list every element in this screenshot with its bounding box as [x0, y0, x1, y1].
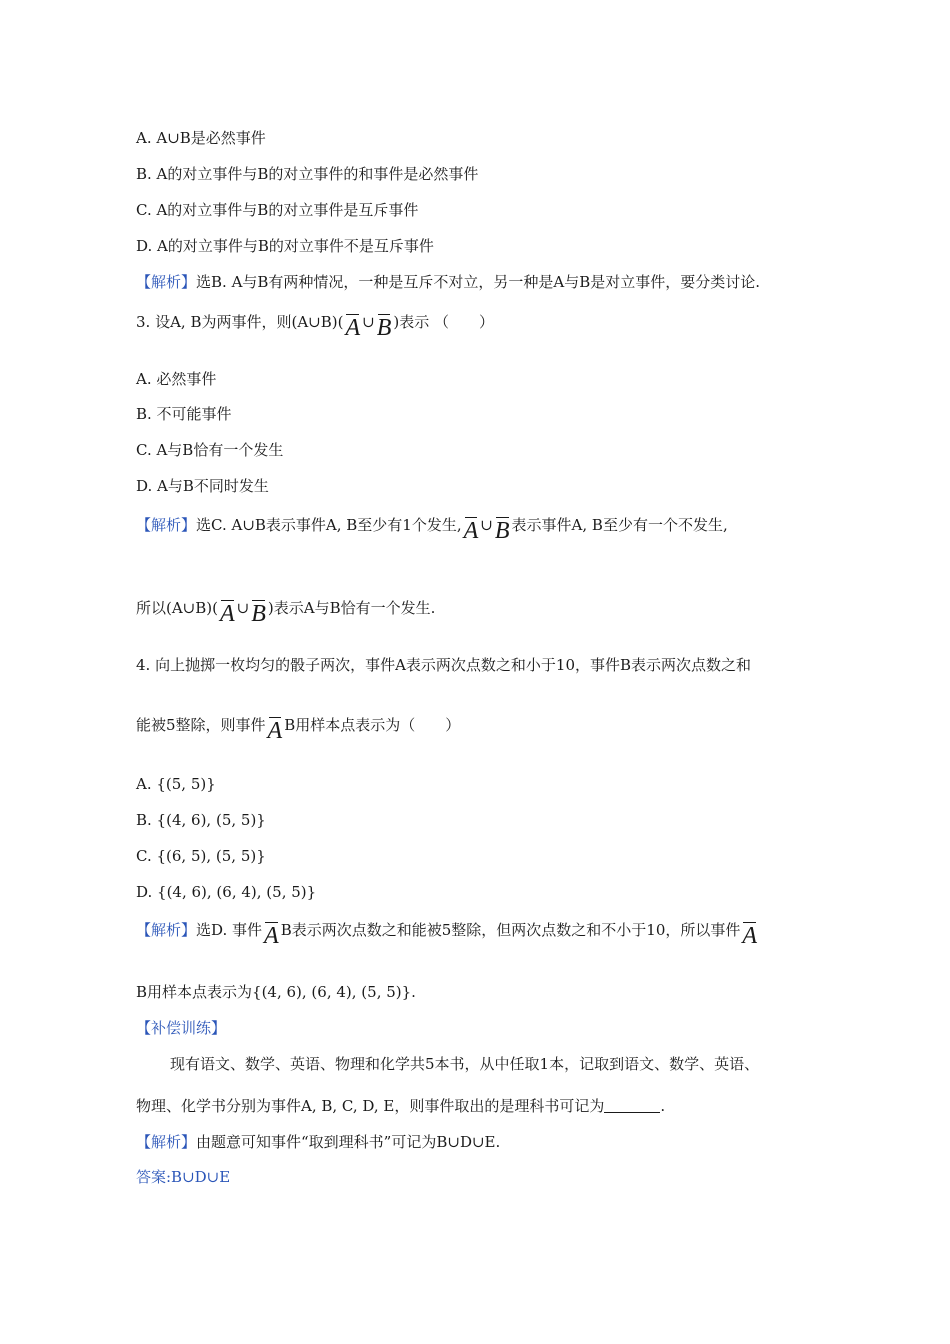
- q3-option-d: D. A与B不同时发生: [136, 477, 269, 495]
- extra-text2-post: .: [660, 1097, 666, 1115]
- union-symbol: ∪: [480, 516, 493, 534]
- q4-option-a: A. {(5, 5)}: [136, 775, 216, 793]
- q3-stem-post: )表示 （ ）: [393, 313, 494, 331]
- q3-solution-post: 表示事件A, B至少有一个不发生,: [511, 516, 728, 534]
- complement-a: A: [742, 920, 757, 948]
- solution-tag: 【解析】: [136, 273, 197, 291]
- q3-solution-line2: [136, 598, 435, 626]
- extra-tag: [136, 1018, 226, 1038]
- extra-text2-pre: 物理、化学书分别为事件A, B, C, D, E，则事件取出的是理科书可记为: [136, 1097, 605, 1115]
- q4-solution-line2: B用样本点表示为{(4, 6), (6, 4), (5, 5)}.: [136, 983, 416, 1001]
- answer-line: 答案:B∪D∪E: [136, 1168, 231, 1186]
- q2-option-b: B. A的对立事件与B的对立事件的和事件是必然事件: [136, 165, 479, 183]
- q3-option-b: B. 不可能事件: [136, 405, 232, 423]
- union-symbol: ∪: [362, 313, 375, 331]
- complement-a: A: [264, 920, 279, 948]
- q3-option-c: C. A与B恰有一个发生: [136, 441, 284, 459]
- q3-solution-line1: [136, 515, 728, 543]
- complement-b: B: [495, 515, 510, 543]
- answer-blank: [604, 1098, 660, 1113]
- q4-stem2-post: B用样本点表示为（ ）: [284, 716, 461, 734]
- complement-b: B: [251, 598, 266, 626]
- extra-text-line1: 现有语文、数学、英语、物理和化学共5本书，从中任取1本，记取到语文、数学、英语、: [170, 1055, 760, 1073]
- q2-solution-text: 选B. A与B有两种情况，一种是互斥不对立，另一种是A与B是对立事件，要分类讨论.: [196, 273, 761, 291]
- q4-solution-line1: [136, 920, 759, 948]
- q3-solution2-post: )表示A与B恰有一个发生.: [267, 599, 436, 617]
- extra-solution: [136, 1132, 500, 1152]
- q4-option-b: B. {(4, 6), (5, 5)}: [136, 811, 266, 829]
- union-symbol: ∪: [236, 599, 250, 617]
- q3-solution2-pre: 所以(A∪B)(: [136, 599, 218, 617]
- q4-stem-line2: [136, 715, 460, 743]
- complement-a: A: [464, 515, 479, 543]
- q2-option-c: C. A的对立事件与B的对立事件是互斥事件: [136, 201, 419, 219]
- solution-tag: 【解析】: [136, 1133, 197, 1151]
- complement-b: B: [377, 312, 392, 340]
- solution-tag: 【解析】: [136, 516, 197, 534]
- q3-stem-pre: 3. 设A, B为两事件，则(A∪B)(: [136, 313, 344, 331]
- q3-stem: [136, 312, 494, 340]
- extra-solution-text: 由题意可知事件“取到理科书”可记为B∪D∪E.: [196, 1133, 501, 1151]
- q2-option-d: D. A的对立事件与B的对立事件不是互斥事件: [136, 237, 434, 255]
- q2-option-a: A. A∪B是必然事件: [136, 129, 266, 147]
- solution-tag: 【解析】: [136, 921, 197, 939]
- q4-option-c: C. {(6, 5), (5, 5)}: [136, 847, 266, 865]
- q4-stem2-pre: 能被5整除，则事件: [136, 716, 266, 734]
- q3-option-a: A. 必然事件: [136, 370, 217, 388]
- complement-a: A: [345, 312, 360, 340]
- complement-a: A: [268, 715, 283, 743]
- complement-a: A: [220, 598, 235, 626]
- q4-stem-line1: 4. 向上抛掷一枚均匀的骰子两次，事件A表示两次点数之和小于10，事件B表示两次点数之和: [136, 656, 752, 674]
- q4-solution-mid: B表示两次点数之和能被5整除，但两次点数之和不小于10，所以事件: [280, 921, 741, 939]
- q4-solution-pre: 选D. 事件: [196, 921, 263, 939]
- q2-solution: [136, 272, 760, 292]
- q4-option-d: D. {(4, 6), (6, 4), (5, 5)}: [136, 883, 317, 901]
- q3-solution-pre: 选C. A∪B表示事件A, B至少有1个发生,: [196, 516, 462, 534]
- extra-text-line2: [136, 1096, 665, 1116]
- practice-tag: 【补偿训练】: [136, 1019, 227, 1037]
